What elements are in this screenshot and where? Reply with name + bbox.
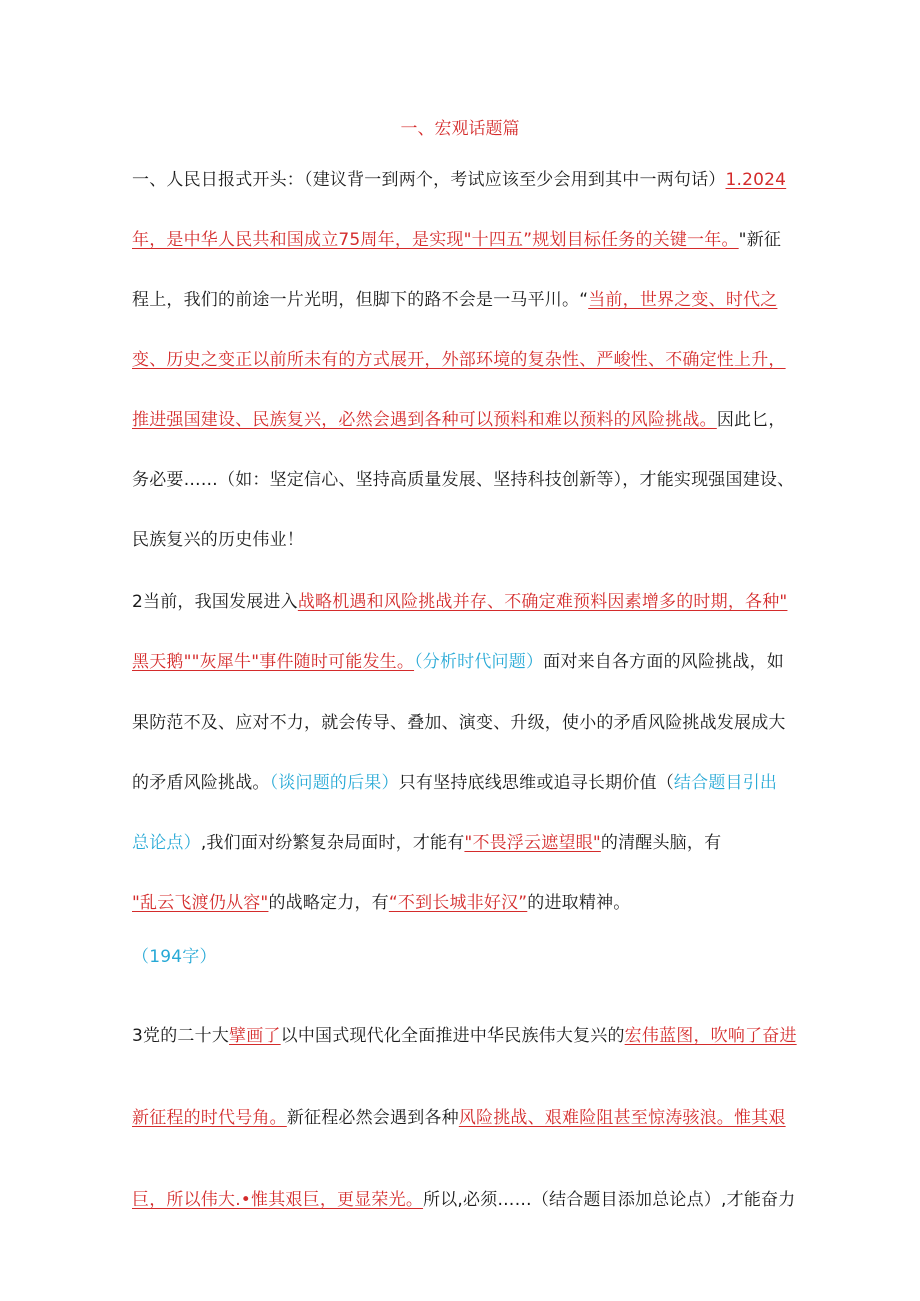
highlight-span: 变、历史之变正以前所未有的方式展开，外部环境的复杂性、严峻性、不确定性上升， xyxy=(132,350,786,370)
highlight-span: 战略机遇和风险挑战并存、不确定难预料因素增多的时期，各种" xyxy=(297,592,788,612)
text-span: ,我们面对纷繁复杂局面时，才能有 xyxy=(200,833,465,853)
text-span: 2当前，我国发展进入 xyxy=(132,592,298,612)
highlight-span: 当前，世界之变、时代之 xyxy=(588,290,778,310)
highlight-span: 年，是中华人民共和国成立75周年，是实现"十四五”规划目标任务的关键一年。 xyxy=(132,230,739,250)
annotation-span: （谈问题的后果） xyxy=(269,773,399,793)
text-line xyxy=(132,1106,792,1130)
text-line xyxy=(132,1024,797,1048)
text-span: 所以,必须……（结合题目添加总论点）,才能奋力 xyxy=(423,1190,796,1210)
text-line xyxy=(132,831,792,855)
paragraph-1 xyxy=(132,168,795,552)
text-span: 民族复兴的历史伟业！ xyxy=(132,530,304,550)
text-line xyxy=(132,408,792,432)
text-line xyxy=(132,228,792,252)
annotation-span: 总论点） xyxy=(132,833,201,853)
highlight-span: 风险挑战、艰难险阻甚至惊涛骇浪。惟其艰 xyxy=(458,1108,786,1128)
text-line xyxy=(132,891,792,915)
highlight-span: 推进强国建设、民族复兴，必然会遇到各种可以预料和难以预料的风险挑战。 xyxy=(132,410,717,430)
text-line xyxy=(132,711,792,735)
text-span: 新征程必然会遇到各种 xyxy=(286,1108,459,1128)
highlight-span: “不到长城非好汉” xyxy=(388,893,528,913)
annotation-span: （分析时代问题） xyxy=(414,652,544,672)
text-line xyxy=(132,168,792,192)
text-span: 一、人民日报式开头：（建议背一到两个，考试应该至少会用到其中一两句话） xyxy=(132,170,726,190)
text-line xyxy=(132,348,792,372)
highlight-span: 新征程的时代号角。 xyxy=(132,1108,287,1128)
text-span: 因此匕， xyxy=(716,410,786,430)
annotation-span: 结合题目引出 xyxy=(673,773,778,793)
text-span: 只有坚持底线思维或追寻长期价值（ xyxy=(398,773,674,793)
text-span: 的矛盾风险挑战。 xyxy=(132,773,270,793)
highlight-span: 黑天鹅""灰犀牛"事件随时可能发生。 xyxy=(132,652,415,672)
text-span: 务必要……（如：坚定信心、坚持高质量发展、坚持科技创新等），才能实现强国建设、 xyxy=(132,470,795,490)
paragraph-3 xyxy=(132,1024,797,1212)
text-line xyxy=(132,288,792,312)
text-span: 的进取精神。 xyxy=(527,893,631,913)
section-title: 一、宏观话题篇 xyxy=(400,119,520,139)
highlight-span: 宏伟蓝图，吹响了奋进 xyxy=(624,1026,797,1046)
text-span: 果防范不及、应对不力，就会传导、叠加、演变、升级，使小的矛盾风险挑战发展成大 xyxy=(132,713,786,733)
highlight-span: "乱云飞渡仍从容" xyxy=(132,893,269,913)
highlight-span: "不畏浮云遮望眼" xyxy=(464,833,601,853)
text-span: 的清醒头脑，有 xyxy=(600,833,722,853)
text-line xyxy=(132,771,792,795)
text-span: 的战略定力，有 xyxy=(268,893,389,913)
highlight-span: 擘画了 xyxy=(229,1026,281,1046)
paragraph-2 xyxy=(132,590,792,969)
text-line xyxy=(132,1188,796,1212)
text-span: 程上，我们的前途一片光明，但脚下的路不会是一马平川。“ xyxy=(132,290,589,310)
highlight-span: 巨，所以伟大.•惟其艰巨，更显荣光。 xyxy=(132,1190,424,1210)
text-line xyxy=(132,468,795,492)
text-line xyxy=(132,528,792,552)
text-line xyxy=(132,650,792,674)
highlight-span: 1.2024 xyxy=(725,170,787,190)
text-span: 面对来自各方面的风险挑战，如 xyxy=(543,652,784,672)
text-span: 3党的二十大 xyxy=(132,1026,230,1046)
text-span: "新征 xyxy=(738,230,782,250)
text-line xyxy=(132,590,792,614)
word-count: （194字） xyxy=(132,947,217,967)
text-span: 以中国式现代化全面推进中华民族伟大复兴的 xyxy=(280,1026,625,1046)
